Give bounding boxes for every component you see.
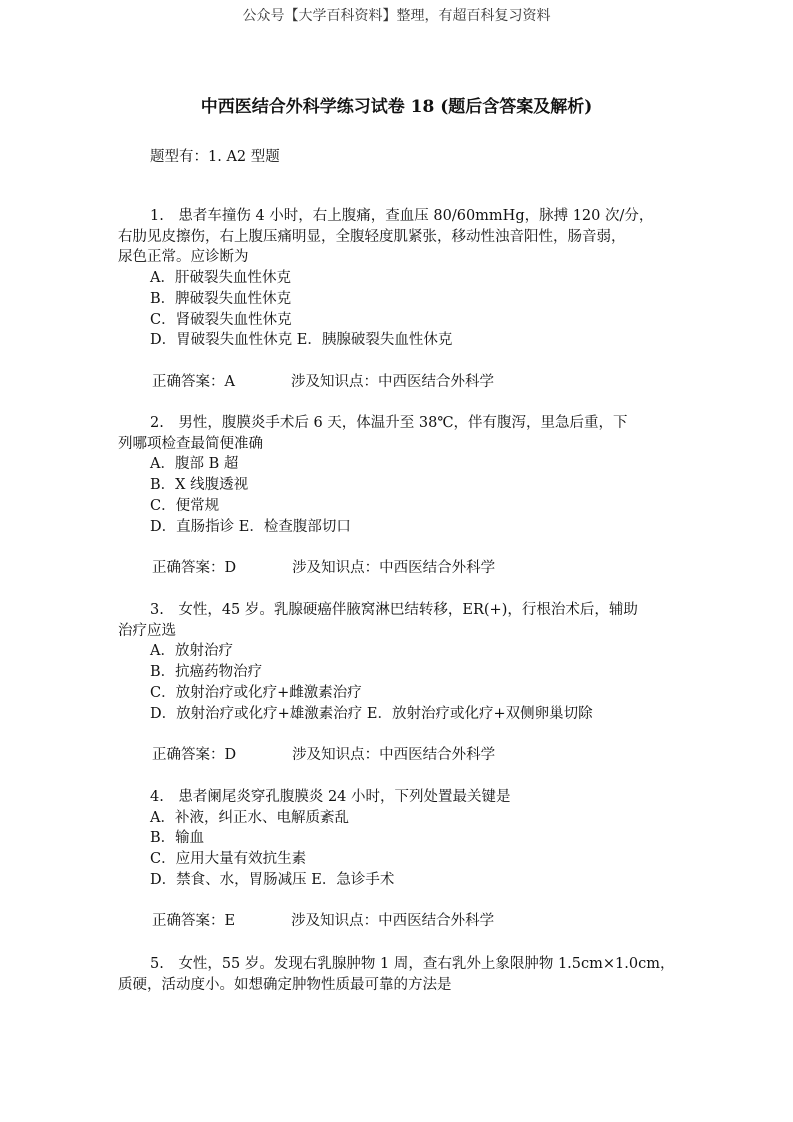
question-stem-line: 4. 患者阑尾炎穿孔腹膜炎 24 小时，下列处置最关键是 — [150, 789, 511, 805]
correct-answer: 正确答案：A — [152, 373, 235, 390]
answer-option: A．腹部 B 超 — [150, 456, 239, 473]
correct-answer: 正确答案：D — [152, 559, 237, 576]
question-stem-line: 列哪项检查最简便准确 — [118, 435, 263, 452]
answer-row — [118, 911, 678, 932]
question-stem-line: 质硬，活动度小。如想确定肿物性质最可靠的方法是 — [118, 976, 452, 993]
answer-option: C．放射治疗或化疗+雌激素治疗 — [150, 684, 362, 701]
correct-answer: 正确答案：E — [152, 913, 236, 930]
answer-row — [118, 558, 678, 579]
answer-row — [118, 745, 678, 766]
answer-option: D．放射治疗或化疗+雄激素治疗 E．放射治疗或化疗+双侧卵巢切除 — [150, 705, 593, 722]
answer-option: B．脾破裂失血性休克 — [150, 290, 292, 307]
answer-option: C．肾破裂失血性休克 — [150, 311, 292, 328]
answer-option: B．X 线腹透视 — [150, 477, 249, 494]
knowledge-point: 涉及知识点：中西医结合外科学 — [290, 373, 494, 390]
answer-option: B．输血 — [150, 830, 205, 847]
answer-option: C．应用大量有效抗生素 — [150, 851, 307, 868]
question-2 — [118, 413, 678, 579]
answer-option: D．禁食、水，胃肠减压 E．急诊手术 — [150, 871, 395, 888]
answer-option: D．直肠指诊 E．检查腹部切口 — [150, 518, 351, 535]
answer-option: A．补液，纠正水、电解质紊乱 — [150, 809, 349, 826]
question-5 — [118, 954, 678, 995]
question-stem-line: 尿色正常。应诊断为 — [118, 249, 249, 266]
correct-answer: 正确答案：D — [152, 746, 237, 763]
question-type: 题型有：1. A2 型题 — [150, 149, 280, 165]
question-4 — [118, 787, 678, 932]
knowledge-point: 涉及知识点：中西医结合外科学 — [292, 746, 496, 763]
answer-option: D．胃破裂失血性休克 E．胰腺破裂失血性休克 — [150, 332, 453, 349]
document-title: 中西医结合外科学练习试卷 18 (题后含答案及解析) — [200, 97, 593, 117]
question-stem-line: 5. 女性，55 岁。发现右乳腺肿物 1 周，查右乳外上象限肿物 1.5cm×1.0cm， — [150, 956, 675, 972]
question-stem-line: 3. 女性，45 岁。乳腺硬癌伴腋窝淋巴结转移，ER(+)，行根治术后，辅助 — [150, 602, 638, 618]
question-3 — [118, 600, 678, 766]
answer-option: B．抗癌药物治疗 — [150, 664, 263, 681]
answer-option: A．肝破裂失血性休克 — [150, 270, 291, 287]
knowledge-point: 涉及知识点：中西医结合外科学 — [292, 559, 496, 576]
question-stem-line: 1. 患者车撞伤 4 小时，右上腹痛，查血压 80/60mmHg，脉搏 120 次/分， — [150, 208, 654, 224]
question-stem-line: 右肋见皮擦伤，右上腹压痛明显，全腹轻度肌紧张，移动性浊音阳性，肠音弱， — [118, 228, 626, 245]
question-1 — [118, 206, 678, 392]
answer-option: C．便常规 — [150, 497, 220, 514]
question-stem-line: 2. 男性，腹膜炎手术后 6 天，体温升至 38℃，伴有腹泻，里急后重，下 — [150, 415, 628, 431]
answer-row — [118, 372, 678, 393]
question-stem-line: 治疗应选 — [118, 622, 176, 639]
page-header: 公众号【大学百科资料】整理，有超百科复习资料 — [242, 8, 551, 24]
knowledge-point: 涉及知识点：中西医结合外科学 — [291, 913, 495, 930]
answer-option: A．放射治疗 — [150, 643, 233, 660]
